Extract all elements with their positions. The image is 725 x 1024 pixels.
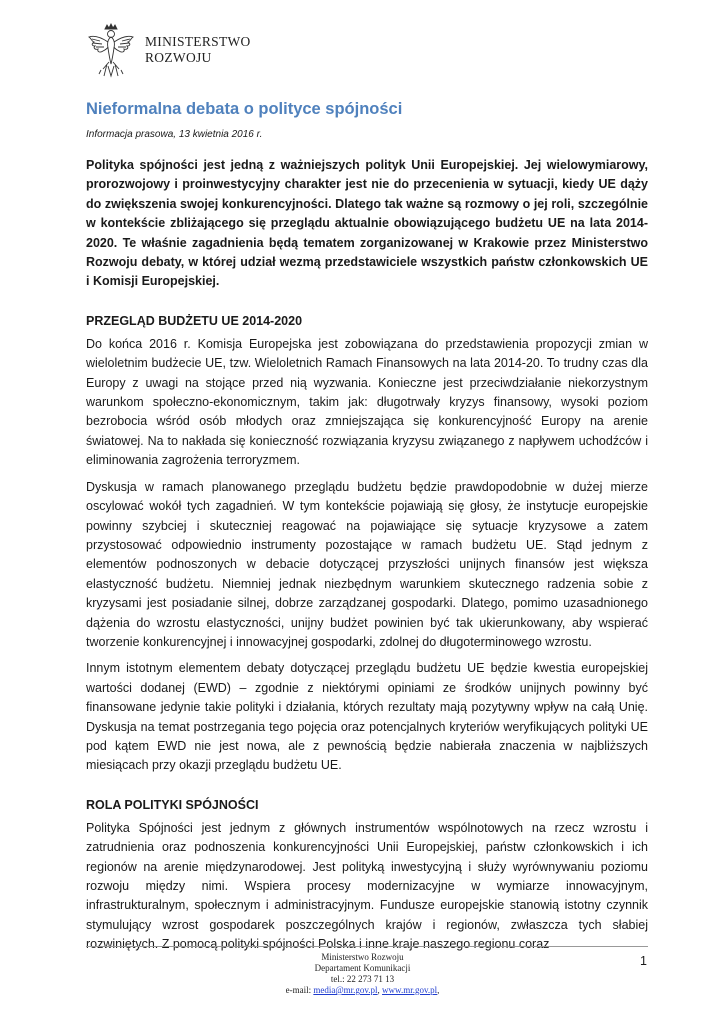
page-title: Nieformalna debata o polityce spójności <box>86 100 403 118</box>
polish-eagle-emblem-icon <box>86 22 136 78</box>
section-heading-cohesion-policy-role: ROLA POLITYKI SPÓJNOŚCI <box>86 797 259 812</box>
footer-contact <box>0 985 725 996</box>
ministry-name-line2: ROZWOJU <box>145 50 212 65</box>
lead-paragraph: Polityka spójności jest jedną z ważniejszych polityk Unii Europejskiej. Jej wielowymiarowy, prorozwojowy i proinwestycyjny charakter jest nie do przecenienia w sytuacji, kiedy UE dąży do zwiększenia swojej konkurencyjności. Dlatego tak ważne są rozmowy o jej roli, szczególnie w kontekście zbliżającego się przeglądu aktualnie obowiązującego budżetu UE na lata 2014-2020. Te właśnie zagadnienia będą tematem zorganizowanej w Krakowie przez Ministerstwo Rozwoju debaty, w której udział wezmą przedstawiciele wszystkich państw członkowskich UE i Komisji Europejskiej. <box>86 158 648 289</box>
footer-ministry: Ministerstwo Rozwoju <box>321 952 404 962</box>
footer-phone: tel.: 22 273 71 13 <box>330 974 395 984</box>
footer-email-label: e-mail: <box>285 985 312 995</box>
ministry-name <box>145 34 251 66</box>
document-body <box>86 98 648 962</box>
footer-email-link[interactable]: media@mr.gov.pl <box>313 985 378 995</box>
ministry-logo <box>86 22 251 78</box>
footer-divider <box>86 946 648 947</box>
footer-trailing: , <box>437 985 440 995</box>
footer-website-link[interactable]: www.mr.gov.pl <box>382 985 438 995</box>
page-number: 1 <box>640 954 647 968</box>
ministry-name-line1: MINISTERSTWO <box>145 34 251 49</box>
paragraph: Do końca 2016 r. Komisja Europejska jest zobowiązana do przedstawienia propozycji zmian w wieloletnim budżecie UE, tzw. Wieloletnich Ramach Finansowych na lata 2014-20. To trudny czas dla Europy z uwagi na stojące przed nią wyzwania. Konieczne jest przeciwdziałanie niekorzystnym warunkom społeczno-ekonomicznym, takim jak: długotrwały kryzys finansowy, wysoki poziom bezrobocia wśród osób młodych oraz zmniejszająca się konkurencyjność Europy na arenie światowej. Na to nakłada się konieczność rozwiązania kryzysu związanego z napływem uchodźców i eliminowania zagrożenia terroryzmem. <box>86 336 648 468</box>
paragraph: Polityka Spójności jest jednym z głównych instrumentów wspólnotowych na rzecz wzrostu i zatrudnienia oraz podnoszenia konkurencyjności Unii Europejskiej, państw członkowskich i ich regionów na arenie międzynarodowej. Jest polityką inwestycyjną i służy wyrównywaniu poziomu rozwoju między nimi. Wspiera procesy modernizacyjne w wymiarze innowacyjnym, infrastrukturalnym, społecznym i administracyjnym. Fundusze europejskie stanowią istotny czynnik stymulujący wzrost gospodarek poszczególnych krajów i regionów, zwłaszcza tych słabiej rozwiniętych. Z pomocą polityki spójności Polska i inne kraje naszego regionu coraz <box>86 820 648 952</box>
footer-separator: , <box>377 985 380 995</box>
press-release-date: Informacja prasowa, 13 kwietnia 2016 r. <box>86 129 263 140</box>
paragraph: Innym istotnym elementem debaty dotyczącej przeglądu budżetu UE będzie kwestia europejskiej wartości dodanej (EWD) – zgodnie z niektórymi opiniami ze środków unijnych powinny być finansowane jedynie takie polityki i działania, których rezultaty mają pozytywny wpływ na całą Unię. Dyskusja na temat postrzegania tego pojęcia oraz potencjalnych kryteriów weryfikujących polityki UE pod kątem EWD nie jest nowa, ale z pewnością będzie nabierała znaczenia w najbliższych miesiącach przy okazji przeglądu budżetu UE. <box>86 661 648 773</box>
section-heading-budget-review: PRZEGLĄD BUDŻETU UE 2014-2020 <box>86 313 303 328</box>
footer <box>0 952 725 996</box>
footer-department: Departament Komunikacji <box>314 963 411 973</box>
paragraph: Dyskusja w ramach planowanego przeglądu budżetu będzie prawdopodobnie w dużej mierze oscylować wokół tych zagadnień. W tym kontekście pojawiają się głosy, że instytucje europejskie powinny szybciej i skuteczniej reagować na pojawiające się sytuacje kryzysowe a zatem przystosować odpowiednio instrumenty pozostające w ramach budżetu UE. Stąd jednym z elementów podnoszonych w debacie dotyczącej przyszłości unijnych finansów jest większa elastyczność budżetu. Niemniej jednak niezbędnym warunkiem skutecznego radzenia sobie z kryzysami jest posiadanie silnej, dobrze zarządzanej gospodarki. Dlatego, pomimo uzasadnionego dążenia do wzrostu elastyczności, unijny budżet powinien być tak ukierunkowany, aby wspierać tworzenie konkurencyjnej i innowacyjnej gospodarki, zdolnej do długoterminowego wzrostu. <box>86 479 648 649</box>
